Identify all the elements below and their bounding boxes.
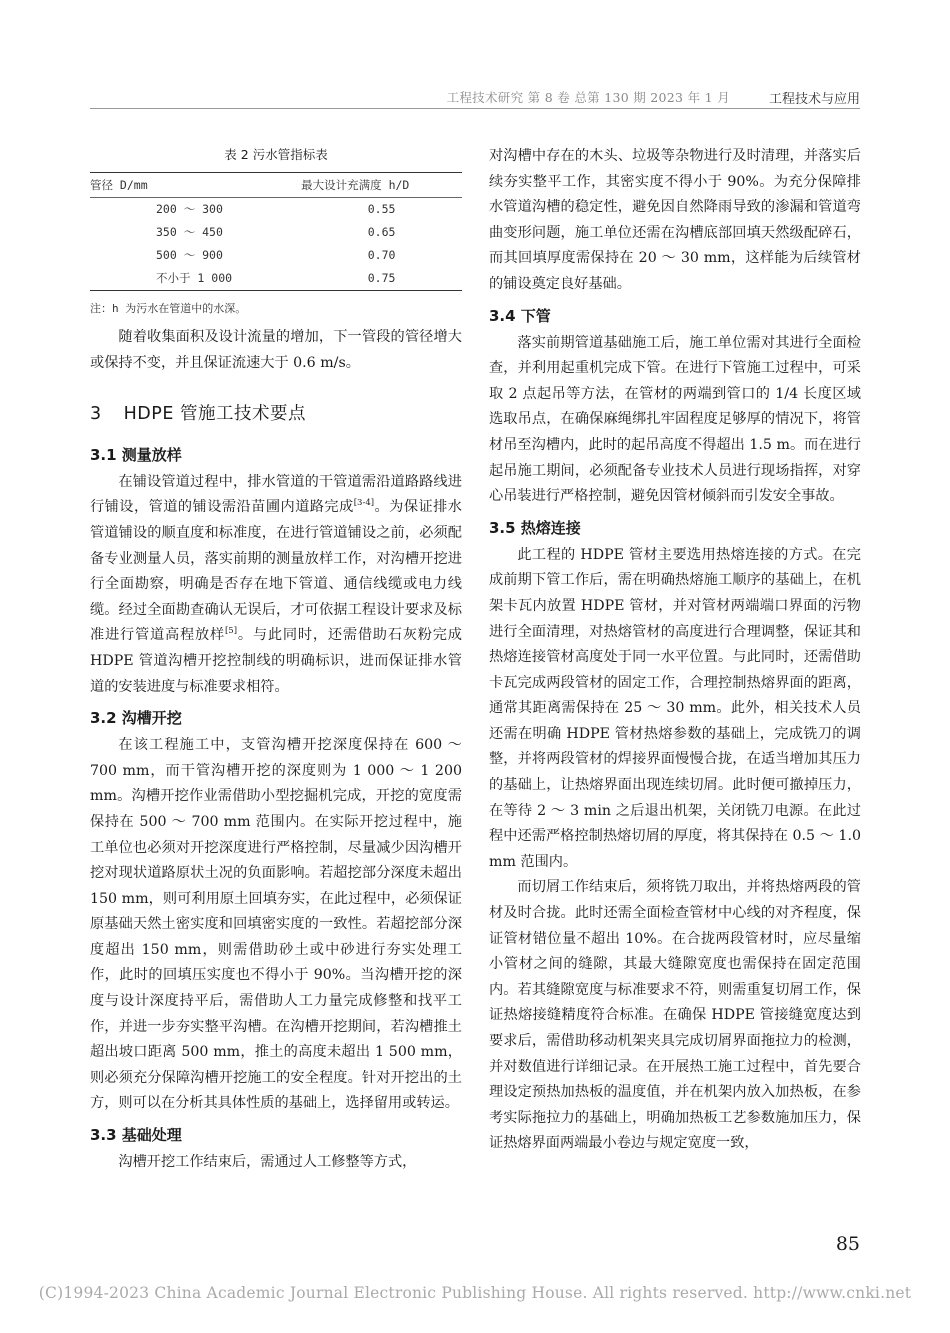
cell-fill-ratio: 0.65 <box>367 225 396 239</box>
paragraph: 沟槽开挖工作结束后，需通过人工修整等方式， <box>118 1154 417 1171</box>
left-column <box>90 144 462 1176</box>
cell-fill-ratio: 0.70 <box>367 248 396 262</box>
cell-diameter: 500 ～ 900 <box>156 248 223 262</box>
section-number: 3 <box>90 404 102 425</box>
subsection-heading: 3.4 下管 <box>489 306 551 325</box>
cell-diameter: 不小于 1 000 <box>90 267 301 291</box>
paragraph: 落实前期管道基础施工后，施工单位需对其进行全面检查，并利用起重机完成下管。在进行下管施工过程中，可采取 2 点起吊等方法，在管材的两端到管口的 1/4 长度区域选取吊点，在确保麻绳绑扎牢固程度足够厚的情况下，将管材吊至沟槽内，此时的起吊高度不得超出 1.5 m。而在进行起吊施工期间，必须配备专业技术人员进行现场指挥，对穿心吊装进行严格控制，避免因管材倾斜而引发安全事故。 <box>489 334 861 505</box>
right-column <box>489 144 861 1157</box>
paragraph: 而切屑工作结束后，须将铣刀取出，并将热熔两段的管材及时合拢。此时还需全面检查管材中心线的对齐程度，保证管材错位量不超出 10%。在合拢两段管材时，应尽量缩小管材之间的缝隙，其最大缝隙宽度也需保持在固定范围内。若其缝隙宽度与标准要求不符，则需重复切屑工作，保证热熔接缝精度符合标准。在确保 HDPE 管接缝宽度达到要求后，需借助移动机架夹具完成切屑界面拖拉力的检测，并对数值进行详细记录。在开展热工施工过程中，首先要合理设定预热加热板的温度值，并在机架内放入加热板，在参考实际拖拉力的基础上，明确加热板工艺参数施加压力，保证热熔界面两端最小卷边与规定宽度一致， <box>489 879 861 1152</box>
paragraph <box>90 470 462 700</box>
journal-meta: 工程技术研究 第 8 卷 总第 130 期 2023 年 1 月 <box>446 90 730 105</box>
text-span: 在铺设管道过程中，排水管道的干管道需沿道路路线进行铺设，管道的铺设需沿苗圃内道路完成 <box>90 473 462 516</box>
citation: [3-4] <box>353 498 375 509</box>
subsection-heading: 3.2 沟槽开挖 <box>90 709 182 728</box>
subsection-heading: 3.1 测量放样 <box>90 445 182 464</box>
table-row <box>90 267 462 291</box>
table-header-row <box>90 173 462 198</box>
text-span: 。与此同时，还需借助石灰粉完成 HDPE 管道沟槽开挖控制线的明确标识，进而保证排水管道的安装进度与标准要求相符。 <box>90 627 462 695</box>
paragraph: 随着收集面积及设计流量的增加，下一管段的管径增大或保持不变，并且保证流速大于 0.6 m/s。 <box>90 329 462 371</box>
subsection-heading: 3.3 基础处理 <box>90 1126 182 1145</box>
cell-diameter: 200 ～ 300 <box>156 202 223 216</box>
table-row <box>90 244 462 267</box>
section-heading <box>90 402 462 428</box>
running-header <box>90 86 860 109</box>
cell-fill-ratio: 0.55 <box>367 202 396 216</box>
col-header-diameter: 管径 D/mm <box>90 173 301 198</box>
paragraph-continued: 对沟槽中存在的木头、垃圾等杂物进行及时清理，并落实后续夯实整平工作，其密实度不得小于 90%。为充分保障排水管道沟槽的稳定性，避免因自然降雨导致的渗漏和管道弯曲变形问题，施工单位还需在沟槽底部回填天然级配碎石，而其回填厚度需保持在 20 ～ 30 mm，这样能为后续管材的铺设奠定良好基础。 <box>489 148 861 292</box>
pipe-index-table <box>90 172 462 291</box>
table-row <box>90 198 462 222</box>
text-span: 。为保证排水管道铺设的顺直度和标准度，在进行管道铺设之前，必须配备专业测量人员，落实前期的测量放样工作，对沟槽开挖进行全面勘察，明确是否存在地下管道、通信线缆或电力线缆。经过全面勘查确认无误后，才可依据工程设计要求及标准进行管道高程放样 <box>90 499 462 644</box>
page-number: 85 <box>835 1233 860 1255</box>
section-name: 工程技术与应用 <box>768 92 860 107</box>
paragraph: 在该工程施工中，支管沟槽开挖深度保持在 600 ～ 700 mm，而干管沟槽开挖的深度则为 1 000 ～ 1 200 mm。沟槽开挖作业需借助小型挖掘机完成，开挖的宽度需保持在 500 ～ 700 mm 范围内。在实际开挖过程中，施工单位也必须对开挖深度进行严格控制，尽量减少因沟槽开挖对现状道路原状土况的负面影响。若超挖部分深度未超出 150 mm，则可利用原土回填夯实，在此过程中，必须保证原基础天然土密实度和回填密实度的一致性。若超挖部分深度超出 150 mm，则需借助砂土或中砂进行夯实处理工作，此时的回填压实度也不得小于 90%。当沟槽开挖的深度与设计深度持平后，需借助人工力量完成修整和找平工作，并进一步夯实整平沟槽。在沟槽开挖期间，若沟槽推土超出坡口距离 500 mm，推土的高度未超出 1 500 mm，则必须充分保障沟槽开挖施工的安全程度。针对开挖出的土方，则可以在分析其具体性质的基础上，选择留用或转运。 <box>90 737 462 1112</box>
table-row <box>90 221 462 244</box>
citation: [5] <box>224 626 238 637</box>
cell-diameter: 350 ～ 450 <box>156 225 223 239</box>
section-title: HDPE 管施工技术要点 <box>123 404 306 425</box>
col-header-fill-ratio: 最大设计充满度 h/D <box>301 173 462 198</box>
table-caption: 表 2 污水管指标表 <box>224 147 328 162</box>
copyright-footer: (C)1994-2023 China Academic Journal Electronic Publishing House. All rights reserved. http://www.cnki.net <box>38 1284 912 1302</box>
table-note: 注：h 为污水在管道中的水深。 <box>90 302 247 315</box>
subsection-heading: 3.5 热熔连接 <box>489 518 581 537</box>
cell-fill-ratio: 0.75 <box>301 267 462 291</box>
paragraph: 此工程的 HDPE 管材主要选用热熔连接的方式。在完成前期下管工作后，需在明确热熔施工顺序的基础上，在机架卡瓦内放置 HDPE 管材，并对管材两端端口界面的污物进行全面清理，对热熔管材的高度进行合理调整，保证其和热熔连接管材高度处于同一水平位置。与此同时，还需借助卡瓦完成两段管材的固定工作，合理控制热熔界面的距离，通常其距离需保持在 25 ～ 30 mm。此外，相关技术人员还需在明确 HDPE 管材热熔参数的基础上，完成铣刀的调整，并将两段管材的焊接界面慢慢合拢，在适当增加其压力的基础上，让热熔界面出现连续切屑。此时便可撤掉压力，在等待 2 ～ 3 min 之后退出机架，关闭铣刀电源。在此过程中还需严格控制热熔切屑的厚度，将其保持在 0.5 ～ 1.0 mm 范围内。 <box>489 546 861 870</box>
